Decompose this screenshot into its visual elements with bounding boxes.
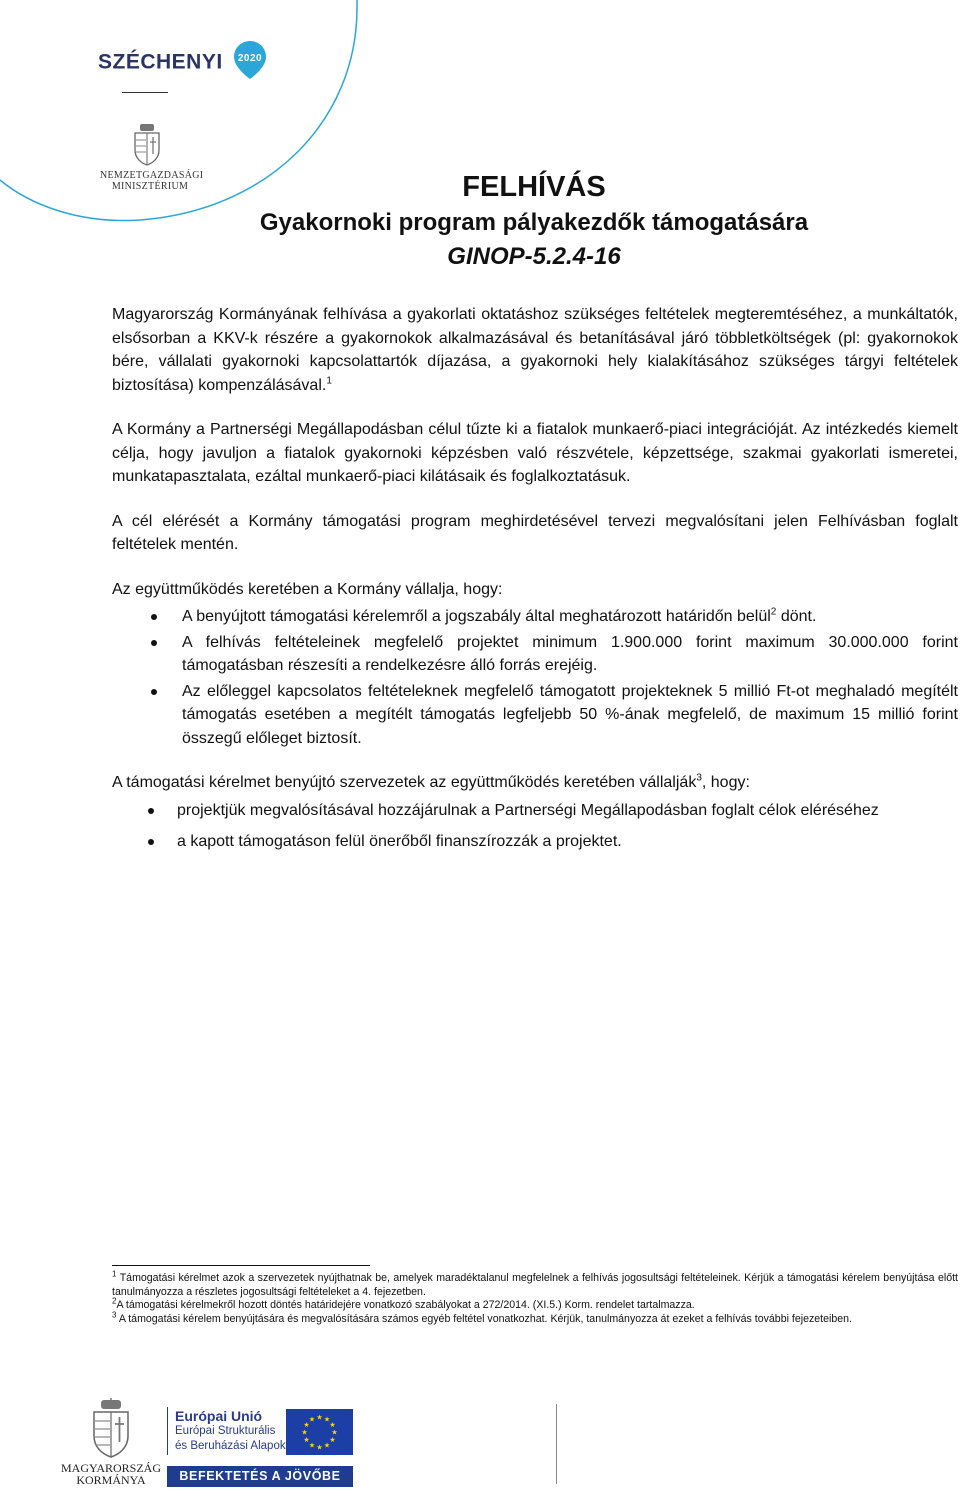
paragraph-intro-text: Magyarország Kormányának felhívása a gyakorlati oktatáshoz szükséges feltételek megteremtéséhez, a munkáltatók, elsősorban a KKV-k részére a gyakornokok alkalmazásával és betanításával járó többletköltségek (pl: gyakornokok bére, vállalati gyakornoki kapcsolattartók díjazása, a gyakornoki hely kialakításához szükséges tárgyi feltételek biztosítása) kompenzálásával. [112,306,958,394]
footnote-mark: 2 [112,1296,117,1306]
paragraph-program: A cél elérését a Kormány támogatási program meghirdetésével tervezi megvalósítani jelen Felhívásban foglalt feltételek mentén. [112,512,958,553]
eu-star: ★ [331,1429,338,1437]
list-item: a kapott támogatáson felül önerőből finanszírozzák a projektet. [112,830,958,854]
paragraph-intro [112,303,958,397]
list-item: projektjük megvalósításával hozzájárulnak a Partnerségi Megállapodásban foglalt célok eléréséhez [112,799,958,823]
footnote-text: A támogatási kérelem benyújtására és megvalósítására számos egyéb feltétel vonatkozhat. Kérjük, tanulmányozza át ezeket a felhívás további fejezeteiben. [118,1312,852,1325]
eu-star: ★ [308,1416,316,1424]
hungarian-coat-of-arms-icon [90,1398,132,1463]
footnote-ref-1: 1 [326,375,332,387]
eu-funds-label [175,1408,286,1454]
footnote-2 [112,1296,958,1313]
footnote-1 [112,1269,958,1299]
header-divider [122,92,168,93]
eu-star: ★ [308,1442,316,1450]
list-item: Az előleggel kapcsolatos feltételeknek megfelelő támogatott projekteknek 5 millió Ft-ot meghaladó megítélt támogatás esetében a megítélt támogatás legfeljebb 50 %-ának megfelelő, de maximum 15 millió forint összegű előleget biztosít. [112,680,958,751]
ministry-line-1: NEMZETGAZDASÁGI [100,170,204,181]
list-item-text-end: dönt. [780,608,817,625]
title-subtitle: Gyakornoki program pályakezdők támogatására [259,209,809,236]
footnote-separator [112,1265,370,1266]
eu-star: ★ [329,1422,336,1429]
eu-star: ★ [329,1437,336,1444]
government-line-2: KORMÁNYA [76,1473,146,1487]
footnote-ref-2: 2 [770,606,777,618]
footnote-text: Támogatási kérelmet azok a szervezetek nyújthatnak be, amelyek maradéktalanul megfelelnek a felhívás jogosultsági feltételeinek. Kérjük a támogatási kérelem benyújtása előtt tanulmányozza a részletes jogosultsági feltételeket a 4. fejezetben. [112,1272,958,1298]
list-item [112,605,958,629]
eu-logo-divider [167,1407,168,1455]
szechenyi-2020-logo [98,40,267,86]
coat-of-arms-icon [132,122,162,171]
eu-subtitle-2: és Beruházási Alapok [175,1440,286,1452]
footnote-3 [112,1309,958,1327]
footnote-mark: 1 [112,1269,117,1279]
footer-divider [556,1404,557,1484]
eu-star: ★ [303,1437,310,1444]
eu-star: ★ [323,1442,331,1450]
list-item-text: A benyújtott támogatási kérelemről a jogszabály által meghatározott határidőn belül [182,608,771,625]
paragraph-gov-commitments: Az együttműködés keretében a Kormány vállalja, hogy: [112,580,503,598]
investment-slogan: BEFEKTETÉS A JÖVŐBE [167,1466,353,1487]
brand-name: SZÉCHENYI [98,50,223,74]
paragraph-text-end: , hogy: [701,774,750,791]
eu-subtitle-1: Európai Strukturális [175,1425,276,1437]
eu-flag-icon [286,1409,353,1455]
paragraph-text: A támogatási kérelmet benyújtó szervezetek az együttműködés keretében vállalják [112,774,697,791]
location-pin-icon [233,40,267,86]
eu-star: ★ [316,1414,323,1422]
footnote-text: A támogatási kérelmekről hozott döntés határidejére vonatkozó szabályokat a 272/2014. (XI.5.) Korm. rendelet tartalmazza. [116,1299,695,1311]
document-title [0,168,960,274]
eu-star: ★ [301,1429,308,1437]
list-item: A felhívás feltételeinek megfelelő projektet minimum 1.900.000 forint maximum 30.000.000 forint támogatásban részesíti a rendelkezésre álló forrás erejéig. [112,631,958,678]
paragraph-applicant-commitments [112,771,958,795]
paragraph-goal: A Kormány a Partnerségi Megállapodásban célul tűzte ki a fiatalok munkaerő-piaci integrációját. Az intézkedés kiemelt célja, hogy javuljon a fiatalok gyakornoki képzésben való részvétele, képzettsége, szakmai gyakorlati ismeretei, munkatapasztalata, ezáltal munkaerő-piaci kilátásaik és foglalkoztatásuk. [112,421,958,485]
eu-star: ★ [323,1416,331,1424]
applicant-commitments-list [112,799,958,854]
ministry-line-2: MINISZTÉRIUM [111,181,189,192]
government-name [58,1462,164,1486]
gov-commitments-list [112,605,958,750]
footnote-ref-3: 3 [696,772,702,784]
eu-star: ★ [303,1422,310,1429]
document-body [112,303,958,862]
title-code: GINOP-5.2.4-16 [447,243,621,270]
eu-title: Európai Unió [175,1408,263,1424]
eu-star: ★ [316,1444,323,1452]
footnotes [112,1269,958,1326]
government-line-1: MAGYARORSZÁG [60,1461,161,1475]
footnote-mark: 3 [112,1309,117,1319]
brand-year: 2020 [237,53,263,64]
title-main: FELHÍVÁS [462,171,606,203]
